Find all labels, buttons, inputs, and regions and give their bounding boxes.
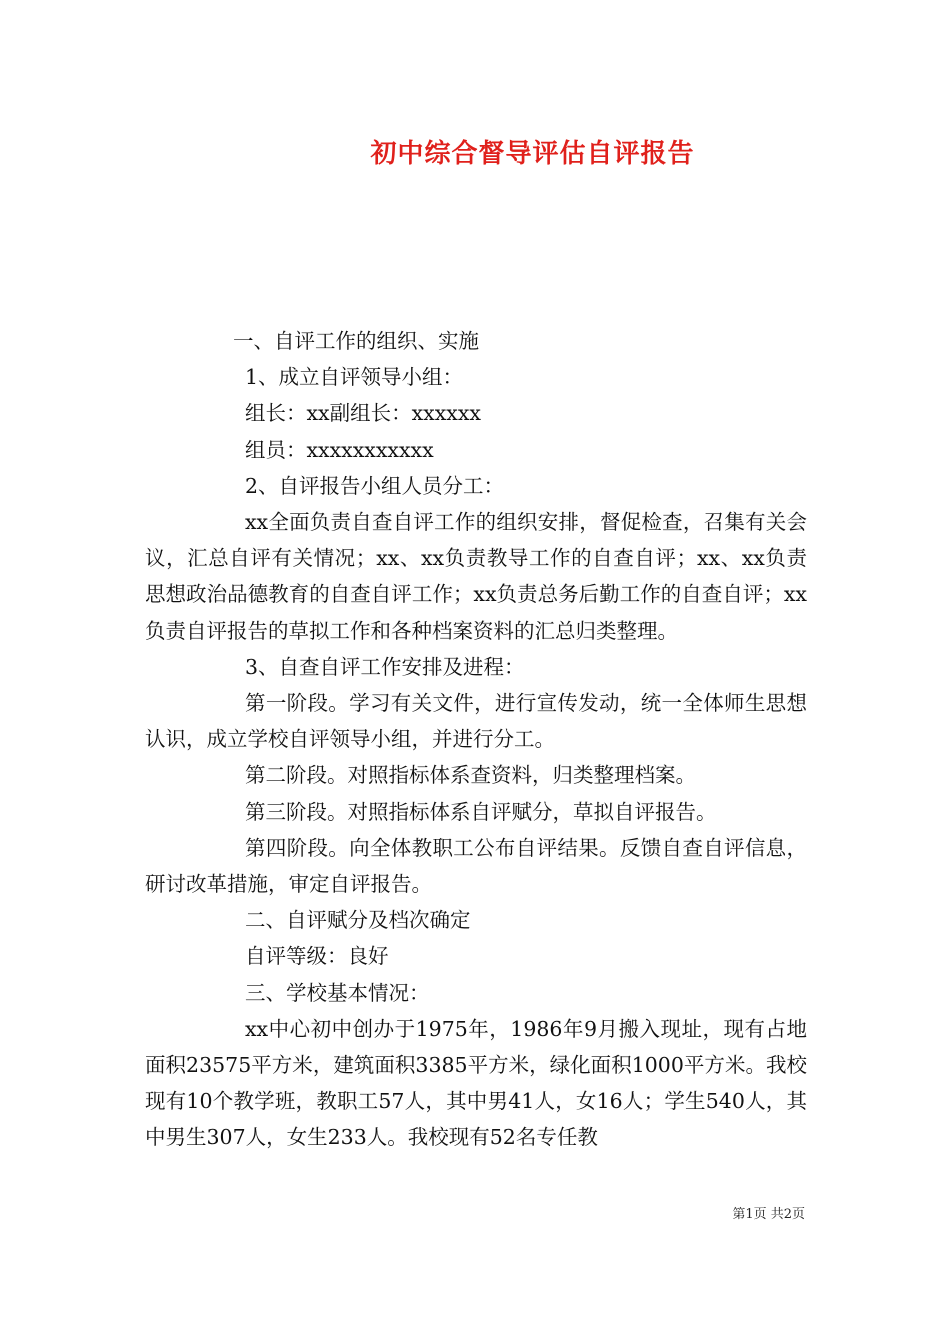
self-evaluation-grade: 自评等级：良好 <box>245 944 389 969</box>
stage-4-paragraph: 第四阶段。向全体教职工公布自评结果。反馈自查自评信息，研讨改革措施，审定自评报告。 <box>145 835 807 897</box>
document-body <box>145 323 807 1156</box>
section-heading-2: 二、自评赋分及档次确定 <box>245 908 471 933</box>
item-leadership-group: 1、成立自评领导小组： <box>245 365 464 390</box>
page-number-footer: 第1页 共2页 <box>732 1207 805 1222</box>
item-division-of-labor: 2、自评报告小组人员分工： <box>245 473 505 498</box>
stage-2-paragraph: 第二阶段。对照指标体系查资料，归类整理档案。 <box>245 763 696 788</box>
leaders-line: 组长：xx副组长：xxxxxx <box>245 401 481 426</box>
school-info-paragraph: xx中心初中创办于1975年，1986年9月搬入现址，现有占地面积23575平方米，建筑面积3385平方米，绿化面积1000平方米。我校现有10个教学班，教职工57人，其中男41人，女16人；学生540人，其中男生307人，女生233人。我校现有52名专任教 <box>145 1016 807 1150</box>
section-heading-1: 一、自评工作的组织、实施 <box>233 329 479 353</box>
section-heading-3: 三、学校基本情况： <box>245 980 430 1005</box>
members-line: 组员：xxxxxxxxxxx <box>245 437 434 462</box>
division-paragraph: xx全面负责自查自评工作的组织安排，督促检查，召集有关会议，汇总自评有关情况；xx、xx负责教导工作的自查自评；xx、xx负责思想政治品德教育的自查自评工作；xx负责总务后勤工作的自查自评；xx负责自评报告的草拟工作和各种档案资料的汇总归类整理。 <box>145 510 807 643</box>
document-title: 初中综合督导评估自评报告 <box>370 139 695 169</box>
stage-3-paragraph: 第三阶段。对照指标体系自评赋分，草拟自评报告。 <box>245 799 717 824</box>
stage-1-paragraph: 第一阶段。学习有关文件，进行宣传发动，统一全体师生思想认识，成立学校自评领导小组，并进行分工。 <box>145 691 807 752</box>
item-schedule: 3、自查自评工作安排及进程： <box>245 654 525 679</box>
